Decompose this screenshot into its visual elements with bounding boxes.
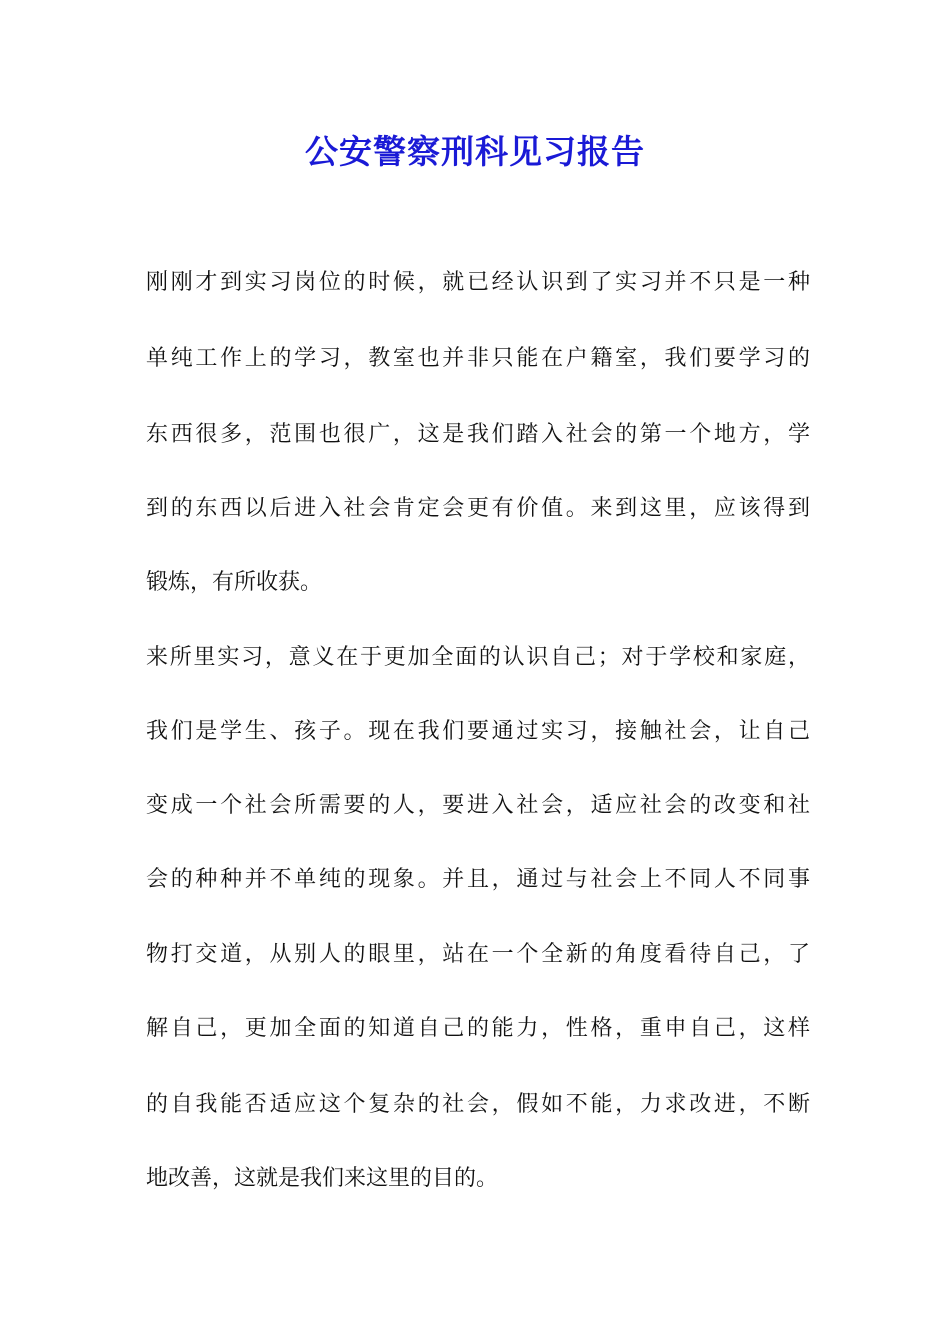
paragraph-line: 刚刚才到实习岗位的时候，就已经认识到了实习并不只是一种: [146, 270, 810, 295]
paragraph-line: 的自我能否适应这个复杂的社会，假如不能，力求改进，不断: [146, 1092, 810, 1117]
paragraph-line: 单纯工作上的学习，教室也并非只能在户籍室，我们要学习的: [146, 346, 810, 371]
paragraph-line: 我们是学生、孩子。现在我们要通过实习，接触社会，让自己: [146, 719, 810, 744]
paragraph-line: 解自己，更加全面的知道自己的能力，性格，重申自己，这样: [146, 1016, 810, 1041]
paragraph-line: 变成一个社会所需要的人，要进入社会，适应社会的改变和社: [146, 793, 810, 818]
paragraph-line: 会的种种并不单纯的现象。并且，通过与社会上不同人不同事: [146, 867, 810, 892]
paragraph-line: 锻炼，有所收获。: [146, 570, 323, 595]
paragraph-line: 东西很多，范围也很广，这是我们踏入社会的第一个地方，学: [146, 422, 810, 447]
document-title: 公安警察刑科见习报告: [305, 132, 645, 171]
paragraph-line: 地改善，这就是我们来这里的目的。: [146, 1166, 499, 1191]
paragraph-line: 到的东西以后进入社会肯定会更有价值。来到这里，应该得到: [146, 496, 810, 521]
paragraph-line: 来所里实习，意义在于更加全面的认识自己；对于学校和家庭，: [146, 645, 810, 670]
paragraph-line: 物打交道，从别人的眼里，站在一个全新的角度看待自己，了: [146, 942, 810, 967]
